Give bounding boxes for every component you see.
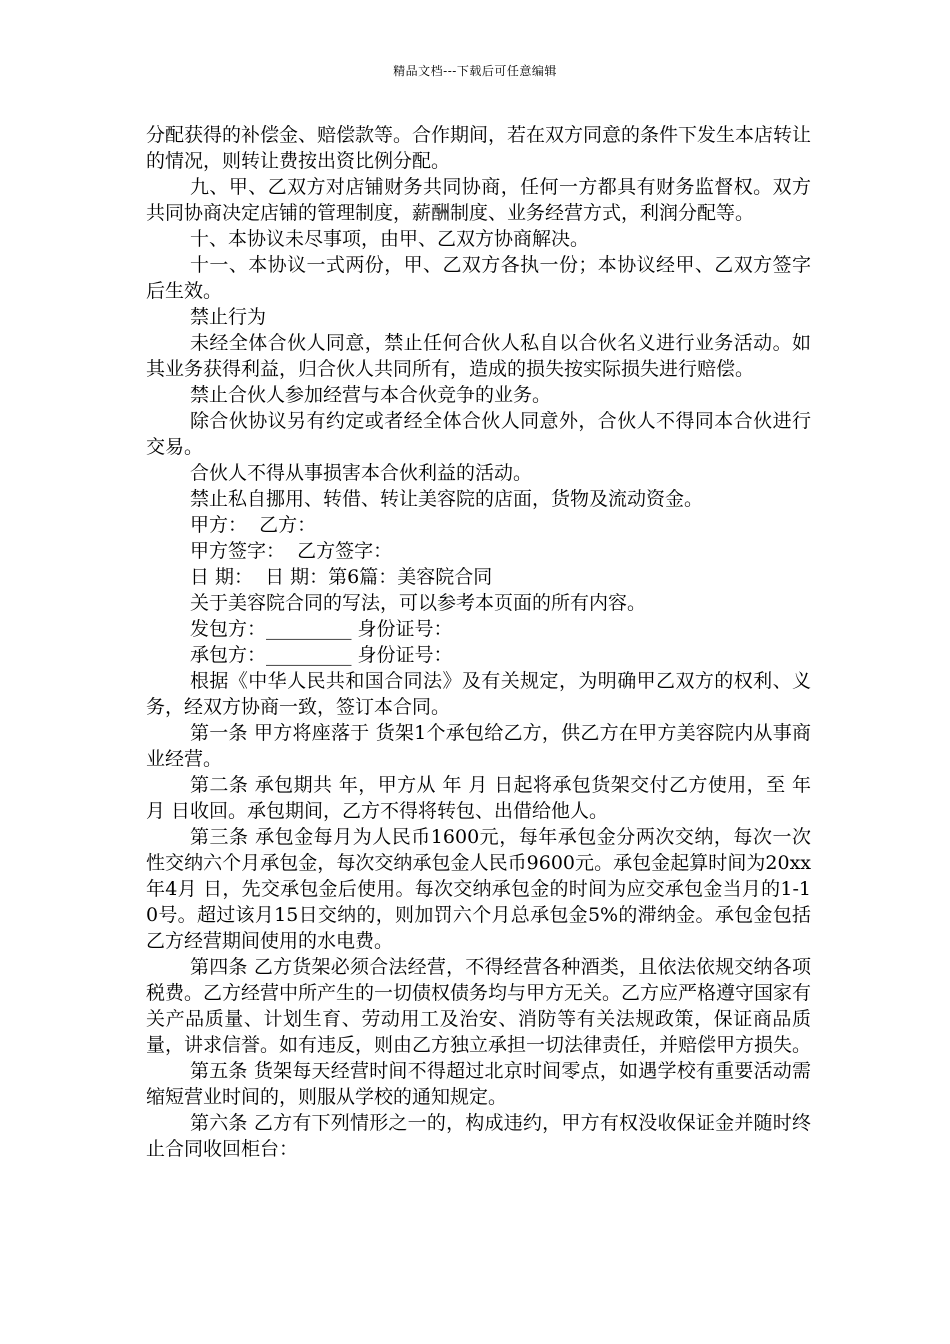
article: 第二条 承包期共 年，甲方从 年 月 日起将承包货架交付乙方使用，至 年 月 日收回。承包期间，乙方不得将转包、出借给他人。 — [146, 774, 811, 822]
contractee-line: 承包方：_________ 身份证号： — [190, 644, 453, 666]
section-heading: 禁止行为 — [190, 306, 267, 328]
article: 第四条 乙方货架必须合法经营，不得经营各种酒类，且依法依规交纳各项税费。乙方经营中所产生的一切债权债务均与甲方无关。乙方应严格遵守国家有关产品质量、计划生育、劳动用工及治安、消防等有关法规政策，保证商品质量，讲求信誉。如有违反，则由乙方独立承担一切法律责任，并赔偿甲方损失。 — [146, 956, 812, 1056]
article: 第一条 甲方将座落于 货架1个承包给乙方，供乙方在甲方美容院内从事商业经营。 — [146, 722, 811, 770]
paragraph: 除合伙协议另有约定或者经全体合伙人同意外，合伙人不得同本合伙进行交易。 — [146, 410, 811, 458]
paragraph: 禁止合伙人参加经营与本合伙竞争的业务。 — [190, 384, 552, 406]
party-line: 甲方： 乙方： — [190, 514, 317, 536]
page-header: 精品文档---下载后可任意编辑 — [393, 64, 557, 78]
paragraph: 根据《中华人民共和国合同法》及有关规定，为明确甲乙双方的权利、义务，经双方协商一致，签订本合同。 — [146, 670, 811, 718]
paragraph: 未经全体合伙人同意，禁止任何合伙人私自以合伙名义进行业务活动。如其业务获得利益，归合伙人共同所有，造成的损失按实际损失进行赔偿。 — [146, 332, 811, 380]
paragraph: 分配获得的补偿金、赔偿款等。合作期间，若在双方同意的条件下发生本店转让的情况，则转让费按出资比例分配。 — [146, 124, 812, 172]
paragraph: 九、甲、乙双方对店铺财务共同协商，任何一方都具有财务监督权。双方共同协商决定店铺的管理制度，薪酬制度、业务经营方式，利润分配等。 — [146, 176, 811, 224]
paragraph: 十、本协议未尽事项，由甲、乙双方协商解决。 — [190, 228, 590, 250]
paragraph: 合伙人不得从事损害本合伙利益的活动。 — [190, 462, 533, 484]
paragraph: 禁止私自挪用、转借、转让美容院的店面，货物及流动资金。 — [190, 488, 704, 510]
document-body — [146, 122, 811, 1162]
article: 第五条 货架每天经营时间不得超过北京时间零点，如遇学校有重要活动需缩短营业时间的，则服从学校的通知规定。 — [146, 1060, 811, 1108]
paragraph: 关于美容院合同的写法，可以参考本页面的所有内容。 — [190, 592, 647, 614]
article: 第六条 乙方有下列情形之一的，构成违约，甲方有权没收保证金并随时终止合同收回柜台： — [146, 1112, 811, 1160]
article: 第三条 承包金每月为人民币1600元，每年承包金分两次交纳，每次一次性交纳六个月承包金，每次交纳承包金人民币9600元。承包金起算时间为20xx年4月 日，先交承包金后使用。每次交纳承包金的时间为应交承包金当月的1-10号。超过该月15日交纳的，则加罚六个月总承包金5%的滞纳金。承包金包括乙方经营期间使用的水电费。 — [146, 826, 811, 952]
paragraph: 十一、本协议一式两份，甲、乙双方各执一份；本协议经甲、乙双方签字后生效。 — [146, 254, 811, 302]
contractor-line: 发包方：_________ 身份证号： — [190, 618, 453, 640]
signature-line: 甲方签字： 乙方签字： — [190, 540, 393, 562]
date-line: 日 期： 日 期：第6篇：美容院合同 — [190, 566, 493, 588]
